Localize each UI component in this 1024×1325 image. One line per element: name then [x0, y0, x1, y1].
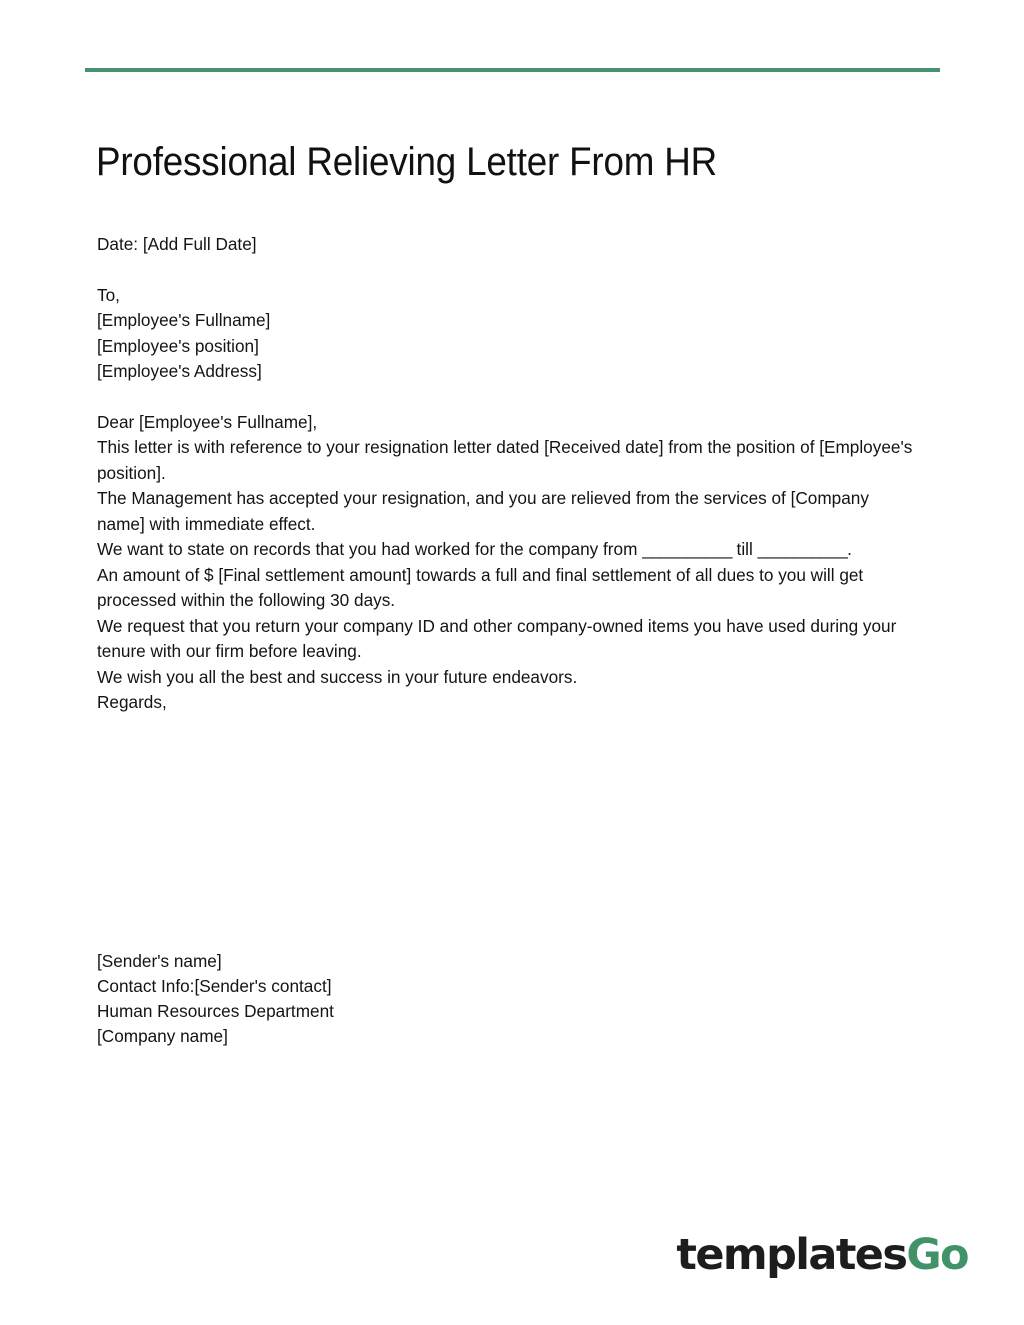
recipient-block — [97, 283, 919, 385]
recipient-to-label: To, — [97, 284, 120, 305]
closing-salutation: Regards, — [97, 692, 167, 712]
logo-text-go: Go — [906, 1230, 968, 1280]
tenure-suffix-text: . — [847, 539, 852, 559]
signature-sender-name: [Sender's name] — [97, 951, 222, 971]
tenure-middle-text: till — [731, 539, 758, 559]
signature-block — [97, 949, 697, 1049]
tenure-prefix-text: We want to state on records that you had worked for the company from — [97, 539, 643, 559]
paragraph-return-company-property: We request that you return your company ID and other company-owned items you have used during your tenure with our firm before leaving. — [97, 615, 897, 661]
logo-text-templates: templates — [676, 1230, 907, 1280]
header-accent-rule — [85, 68, 940, 72]
tenure-start-date-blank[interactable]: __________ — [642, 539, 732, 559]
templatesgo-logo — [676, 1230, 968, 1280]
recipient-position: [Employee's position] — [97, 335, 259, 356]
signature-department: Human Resources Department — [97, 1001, 334, 1021]
signature-contact-info: Contact Info:[Sender's contact] — [97, 976, 332, 996]
recipient-fullname: [Employee's Fullname] — [97, 310, 271, 330]
paragraph-best-wishes: We wish you all the best and success in your future endeavors. — [97, 666, 578, 687]
recipient-address: [Employee's Address] — [97, 361, 262, 381]
letter-body — [97, 232, 919, 716]
signature-company-name: [Company name] — [97, 1026, 228, 1046]
page-title: Professional Relieving Letter From HR — [96, 139, 718, 184]
date-line: Date: [Add Full Date] — [97, 234, 257, 254]
paragraph-resignation-reference: This letter is with reference to your resignation letter dated [Received date] from the position of [Employee's position]. — [97, 437, 913, 483]
paragraph-tenure-record — [97, 537, 919, 563]
paragraph-final-settlement: An amount of $ [Final settlement amount] towards a full and final settlement of all dues to you will get processed within the following 30 days. — [97, 564, 864, 610]
salutation: Dear [Employee's Fullname], — [97, 411, 318, 432]
tenure-end-date-blank[interactable]: __________ — [757, 539, 848, 559]
paragraph-management-accepted: The Management has accepted your resignation, and you are relieved from the services of [Company name] with immediate effect. — [97, 488, 869, 534]
date-block — [97, 232, 919, 258]
